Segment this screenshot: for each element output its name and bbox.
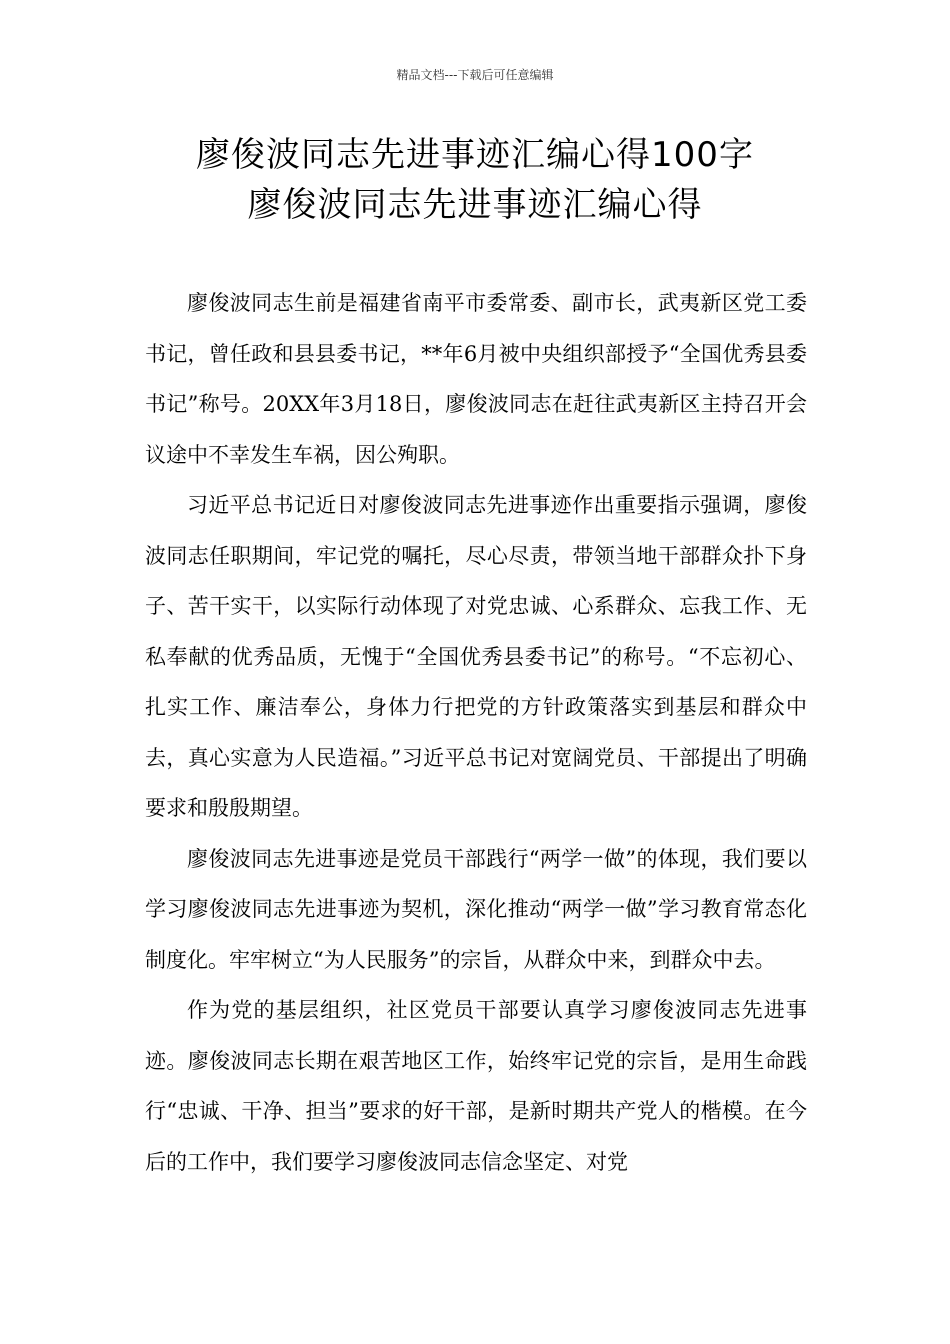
paragraph-4: 作为党的基层组织，社区党员干部要认真学习廖俊波同志先进事迹。廖俊波同志长期在艰苦地区工作，始终牢记党的宗旨，是用生命践行“忠诚、干净、担当”要求的好干部，是新时期共产党人的楷模。在今后的工作中，我们要学习廖俊波同志信念坚定、对党 bbox=[145, 998, 807, 1174]
title-line-1: 廖俊波同志先进事迹汇编心得100字 bbox=[196, 135, 754, 175]
paragraph-1: 廖俊波同志生前是福建省南平市委常委、副市长，武夷新区党工委书记，曾任政和县县委书记，**年6月被中央组织部授予“全国优秀县委书记”称号。20XX年3月18日，廖俊波同志在赶往武夷新区主持召开会议途中不幸发生车祸，因公殉职。 bbox=[145, 291, 807, 467]
document-body bbox=[145, 278, 807, 1187]
document-title bbox=[0, 130, 950, 230]
document-header-note: 精品文档---下载后可任意编辑 bbox=[396, 68, 554, 82]
paragraph-3: 廖俊波同志先进事迹是党员干部践行“两学一做”的体现，我们要以学习廖俊波同志先进事迹为契机，深化推动“两学一做”学习教育常态化制度化。牢牢树立“为人民服务”的宗旨，从群众中来，到群众中去。 bbox=[145, 846, 807, 972]
paragraph-2: 习近平总书记近日对廖俊波同志先进事迹作出重要指示强调，廖俊波同志任职期间，牢记党的嘱托，尽心尽责，带领当地干部群众扑下身子、苦干实干，以实际行动体现了对党忠诚、心系群众、忘我工作、无私奉献的优秀品质，无愧于“全国优秀县委书记”的称号。“不忘初心、扎实工作、廉洁奉公，身体力行把党的方针政策落实到基层和群众中去，真心实意为人民造福。”习近平总书记对宽阔党员、干部提出了明确要求和殷殷期望。 bbox=[145, 493, 807, 820]
title-line-2: 廖俊波同志先进事迹汇编心得 bbox=[247, 185, 703, 225]
